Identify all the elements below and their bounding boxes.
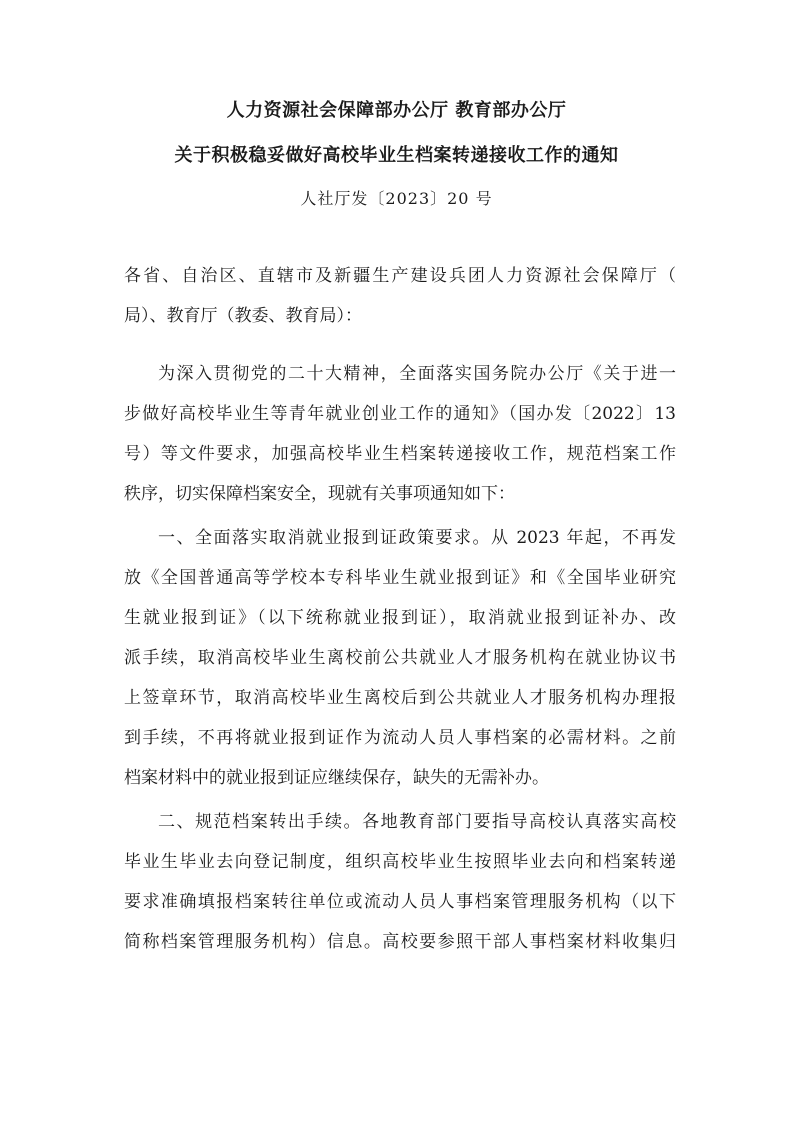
addressee-line: 局）、教育厅（教委、教育局）： [124, 306, 362, 326]
paragraph-line: 上签章环节，取消高校毕业生离校后到公共就业人才服务机构办理报 [124, 688, 676, 708]
paragraph-line: 毕业生毕业去向登记制度，组织高校毕业生按照毕业去向和档案转递 [124, 852, 676, 872]
paragraph-line: 生就业报到证》（以下统称就业报到证），取消就业报到证补办、改 [124, 608, 676, 628]
paragraph-line: 放《全国普通高等学校本专科毕业生就业报到证》和《全国毕业研究 [124, 568, 676, 588]
paragraph-line: 要求准确填报档案转往单位或流动人员人事档案管理服务机构（以下 [124, 892, 676, 912]
document-title-issuers: 人力资源社会保障部办公厅 教育部办公厅 [226, 100, 567, 121]
paragraph-line: 派手续，取消高校毕业生离校前公共就业人才服务机构在就业协议书 [124, 648, 676, 668]
paragraph-line: 档案材料中的就业报到证应继续保存，缺失的无需补办。 [124, 768, 549, 788]
document-title-subject: 关于积极稳妥做好高校毕业生档案转递接收工作的通知 [174, 145, 619, 166]
paragraph-line: 秩序，切实保障档案安全，现就有关事项通知如下： [124, 484, 515, 504]
document-number: 人社厅发〔2023〕20 号 [300, 189, 493, 208]
paragraph-line: 一、全面落实取消就业报到证政策要求。从 2023 年起，不再发 [158, 528, 676, 548]
addressee-line: 各省、自治区、直辖市及新疆生产建设兵团人力资源社会保障厅（ [124, 266, 676, 286]
paragraph-line: 到手续，不再将就业报到证作为流动人员人事档案的必需材料。之前 [124, 728, 676, 748]
paragraph-line: 为深入贯彻党的二十大精神，全面落实国务院办公厅《关于进一 [158, 364, 676, 384]
paragraph-line: 步做好高校毕业生等青年就业创业工作的通知》（国办发〔2022〕13 [124, 404, 676, 424]
paragraph-line: 二、规范档案转出手续。各地教育部门要指导高校认真落实高校 [158, 812, 676, 832]
paragraph-line: 号）等文件要求，加强高校毕业生档案转递接收工作，规范档案工作 [124, 444, 676, 464]
paragraph-line: 简称档案管理服务机构）信息。高校要参照干部人事档案材料收集归 [124, 932, 676, 952]
